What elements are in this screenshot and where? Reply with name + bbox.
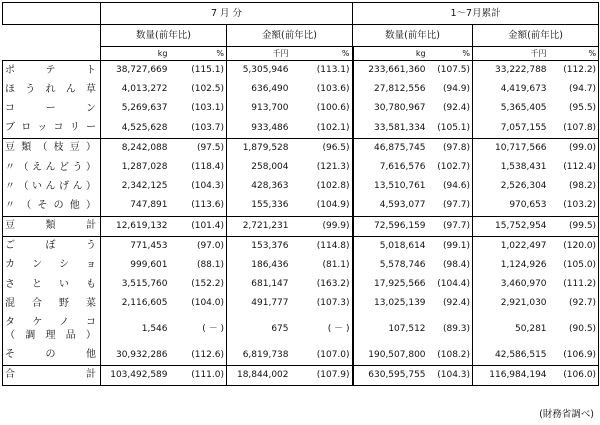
amount-july: 933,486 <box>227 119 292 139</box>
header-row-units <box>3 47 599 61</box>
amount-cumulative: 50,281 <box>473 313 550 345</box>
qty-july: 2,116,605 <box>121 298 168 309</box>
amount-july: 153,376 <box>227 236 292 256</box>
table-row <box>3 177 599 196</box>
amount-july: 428,363 <box>227 177 292 196</box>
table-row <box>3 313 599 345</box>
amount-cumulative-ratio: (106.9) <box>550 345 599 365</box>
qty-july: 2,342,125 <box>121 181 168 192</box>
unit-kg: kg <box>157 48 168 58</box>
row-label: 〃（その他） <box>3 196 101 216</box>
amount-july-ratio: (100.6) <box>316 103 350 114</box>
qty-july-ratio: (101.4) <box>171 216 227 236</box>
table-row <box>3 216 599 236</box>
unit-pct: % <box>462 48 471 58</box>
qty-cumulative: 30,780,967 <box>353 99 429 118</box>
header-amount-july: 金額(前年比) <box>227 25 353 47</box>
qty-july-ratio: (118.4) <box>191 162 224 173</box>
qty-cumulative-ratio: (105.1) <box>437 122 471 133</box>
header-corner-2 <box>3 25 101 47</box>
qty-july: 771,453 <box>101 236 171 256</box>
amount-july-ratio: (121.3) <box>316 162 350 173</box>
qty-july: 1,546 <box>141 323 168 334</box>
amount-cumulative: 15,752,954 <box>473 216 550 236</box>
qty-july: 747,891 <box>130 200 168 211</box>
qty-cumulative-ratio: (108.2) <box>437 349 471 360</box>
amount-cumulative: 3,460,970 <box>473 275 550 294</box>
amount-cumulative-ratio: (103.2) <box>550 196 599 216</box>
row-label: 〃（えんどう） <box>3 158 101 177</box>
amount-july: 681,147 <box>227 275 292 294</box>
unit-pct: % <box>550 47 599 61</box>
table-row <box>3 256 599 275</box>
amount-july-ratio: (103.6) <box>316 84 350 95</box>
table-row <box>3 294 599 313</box>
amount-cumulative: 4,419,673 <box>473 80 550 99</box>
amount-cumulative-ratio: (99.5) <box>550 216 599 236</box>
qty-july: 4,013,272 <box>121 84 168 95</box>
row-label: 豆類（枝豆） <box>3 138 101 158</box>
amount-july-ratio: (81.1) <box>322 259 350 270</box>
table-row <box>3 365 599 385</box>
amount-july-ratio: (102.1) <box>316 122 350 133</box>
amount-cumulative-ratio: (105.0) <box>550 256 599 275</box>
units-corner <box>3 47 101 61</box>
amount-cumulative: 1,124,926 <box>473 256 550 275</box>
amount-cumulative: 42,586,515 <box>473 345 550 365</box>
amount-cumulative: 1,022,497 <box>473 236 550 256</box>
table-row <box>3 99 599 118</box>
qty-cumulative: 13,025,139 <box>353 294 429 313</box>
qty-cumulative: 33,581,334 <box>353 119 429 139</box>
unit-kg: kg <box>353 47 429 61</box>
header-amount-cumulative: 金額(前年比) <box>473 25 599 47</box>
source-note: (財務省調べ) <box>539 409 594 420</box>
qty-cumulative-ratio: (98.4) <box>442 259 471 270</box>
unit-pct: % <box>341 48 350 58</box>
qty-july-ratio: (104.3) <box>191 181 224 192</box>
row-label: ほうれん草 <box>3 80 101 99</box>
amount-july-ratio: (104.9) <box>316 200 350 211</box>
table-row <box>3 61 599 81</box>
amount-july-ratio: (99.9) <box>292 216 353 236</box>
amount-cumulative-ratio: (111.2) <box>550 275 599 294</box>
qty-cumulative-ratio: (92.4) <box>442 298 471 309</box>
amount-cumulative: 970,653 <box>473 196 550 216</box>
amount-july: 491,777 <box>227 294 292 313</box>
amount-july-ratio: (113.1) <box>292 61 353 81</box>
amount-july: 6,819,738 <box>227 345 292 365</box>
amount-july-ratio: (107.9) <box>292 365 353 385</box>
row-label: さといも <box>3 275 101 294</box>
qty-cumulative: 17,925,566 <box>353 275 429 294</box>
amount-cumulative: 5,365,405 <box>473 99 550 118</box>
header-july: 7 月 分 <box>101 3 353 25</box>
amount-july: 155,336 <box>227 196 292 216</box>
amount-cumulative-ratio: (98.2) <box>550 177 599 196</box>
qty-july-ratio: (88.1) <box>196 259 224 270</box>
qty-july-ratio: (103.7) <box>191 122 224 133</box>
header-quantity-july: 数量(前年比) <box>101 25 227 47</box>
qty-cumulative: 27,812,556 <box>353 80 429 99</box>
qty-july: 8,242,088 <box>101 138 171 158</box>
qty-july-ratio: (113.6) <box>191 200 224 211</box>
qty-july: 5,269,637 <box>121 103 168 114</box>
qty-july: 38,727,669 <box>101 61 171 81</box>
amount-cumulative: 2,921,030 <box>473 294 550 313</box>
qty-cumulative: 7,616,576 <box>353 158 429 177</box>
header-corner <box>3 3 101 25</box>
amount-july: 2,721,231 <box>227 216 292 236</box>
amount-july: 675 <box>227 313 292 345</box>
qty-cumulative-ratio: (97.8) <box>429 138 473 158</box>
table-row <box>3 119 599 139</box>
qty-july-ratio: (97.5) <box>171 138 227 158</box>
row-label-line: （調理品） <box>5 330 96 342</box>
row-label: 混合野菜 <box>3 294 101 313</box>
qty-july: 3,515,760 <box>121 279 168 290</box>
amount-july-ratio: (107.0) <box>316 349 350 360</box>
qty-cumulative: 4,593,077 <box>353 196 429 216</box>
row-label: 合計 <box>3 365 101 385</box>
qty-cumulative-ratio: (97.7) <box>429 216 473 236</box>
qty-cumulative-ratio: (94.6) <box>442 181 471 192</box>
qty-july-ratio: (103.1) <box>191 103 224 114</box>
qty-july: 103,492,589 <box>101 365 171 385</box>
table-row <box>3 236 599 256</box>
qty-cumulative-ratio: (97.7) <box>442 200 471 211</box>
row-label: 豆類計 <box>3 216 101 236</box>
amount-cumulative: 7,057,155 <box>473 119 550 139</box>
amount-july-ratio: (102.8) <box>316 181 350 192</box>
amount-july-ratio: (96.5) <box>292 138 353 158</box>
row-label-line: タケノコ <box>5 317 96 329</box>
table-row <box>3 345 599 365</box>
qty-july: 30,932,286 <box>115 349 168 360</box>
qty-cumulative-ratio: (94.9) <box>442 84 471 95</box>
amount-july: 186,436 <box>227 256 292 275</box>
unit-pct: % <box>216 48 224 58</box>
amount-july-ratio: (114.8) <box>292 236 353 256</box>
qty-cumulative-ratio: (89.3) <box>442 323 471 334</box>
unit-thousand-yen: 千円 <box>227 47 292 61</box>
amount-cumulative-ratio: (106.0) <box>550 365 599 385</box>
qty-july: 12,619,132 <box>101 216 171 236</box>
qty-cumulative: 630,595,755 <box>353 365 429 385</box>
qty-july-ratio: (115.1) <box>171 61 227 81</box>
qty-cumulative: 107,512 <box>353 313 429 345</box>
row-label: 〃（いんげん） <box>3 177 101 196</box>
amount-cumulative: 1,538,431 <box>473 158 550 177</box>
statistics-table <box>2 2 599 386</box>
amount-cumulative-ratio: (92.7) <box>550 294 599 313</box>
table-row <box>3 275 599 294</box>
amount-cumulative: 10,717,566 <box>473 138 550 158</box>
amount-july: 913,700 <box>227 99 292 118</box>
amount-july: 18,844,002 <box>227 365 292 385</box>
amount-cumulative-ratio: (99.0) <box>550 138 599 158</box>
qty-cumulative-ratio: (104.3) <box>429 365 473 385</box>
amount-cumulative-ratio: (95.5) <box>550 99 599 118</box>
qty-cumulative-ratio: (92.4) <box>442 103 471 114</box>
qty-cumulative: 13,510,761 <box>353 177 429 196</box>
row-label: ポテト <box>3 61 101 81</box>
qty-cumulative: 5,578,746 <box>353 256 429 275</box>
row-label: カンショ <box>3 256 101 275</box>
row-label: コーン <box>3 99 101 118</box>
header-row-periods <box>3 3 599 25</box>
qty-cumulative: 46,875,745 <box>353 138 429 158</box>
header-quantity-cumulative: 数量(前年比) <box>353 25 473 47</box>
amount-cumulative: 2,526,304 <box>473 177 550 196</box>
qty-july-ratio: (112.6) <box>191 349 224 360</box>
amount-cumulative-ratio: (112.2) <box>550 61 599 81</box>
header-row-columns <box>3 25 599 47</box>
qty-cumulative: 190,507,800 <box>353 345 429 365</box>
amount-cumulative-ratio: (112.4) <box>550 158 599 177</box>
amount-july: 5,305,946 <box>227 61 292 81</box>
qty-july-ratio: ( － ) <box>202 323 224 334</box>
qty-cumulative-ratio: (107.5) <box>429 61 473 81</box>
table-row <box>3 158 599 177</box>
qty-july-ratio: (111.0) <box>171 365 227 385</box>
qty-july-ratio: (102.5) <box>191 84 224 95</box>
amount-july: 636,490 <box>227 80 292 99</box>
amount-july-ratio: ( － ) <box>327 323 350 334</box>
header-cumulative: 1～7月累計 <box>353 3 599 25</box>
amount-july-ratio: (107.3) <box>316 298 350 309</box>
row-label: ブロッコリー <box>3 119 101 139</box>
qty-july: 999,601 <box>130 259 168 270</box>
amount-cumulative: 33,222,788 <box>473 61 550 81</box>
qty-july: 4,525,628 <box>121 122 168 133</box>
qty-july-ratio: (97.0) <box>171 236 227 256</box>
amount-cumulative-ratio: (90.5) <box>550 313 599 345</box>
qty-cumulative: 72,596,159 <box>353 216 429 236</box>
amount-july: 258,004 <box>227 158 292 177</box>
unit-thousand-yen: 千円 <box>473 47 550 61</box>
amount-cumulative-ratio: (94.7) <box>550 80 599 99</box>
qty-cumulative-ratio: (102.7) <box>437 162 471 173</box>
qty-cumulative-ratio: (99.1) <box>429 236 473 256</box>
amount-cumulative-ratio: (120.0) <box>550 236 599 256</box>
table-row <box>3 138 599 158</box>
amount-july: 1,879,528 <box>227 138 292 158</box>
table-row <box>3 80 599 99</box>
qty-july-ratio: (152.2) <box>191 279 224 290</box>
qty-cumulative: 5,018,614 <box>353 236 429 256</box>
qty-cumulative-ratio: (104.4) <box>437 279 471 290</box>
amount-july-ratio: (163.2) <box>316 279 350 290</box>
qty-july-ratio: (104.0) <box>191 298 224 309</box>
qty-july: 1,287,028 <box>121 162 168 173</box>
table-row <box>3 196 599 216</box>
row-label <box>3 313 101 345</box>
amount-cumulative: 116,984,194 <box>473 365 550 385</box>
amount-cumulative-ratio: (107.8) <box>550 119 599 139</box>
qty-cumulative: 233,661,360 <box>353 61 429 81</box>
row-label: ごぼう <box>3 236 101 256</box>
row-label: その他 <box>3 345 101 365</box>
